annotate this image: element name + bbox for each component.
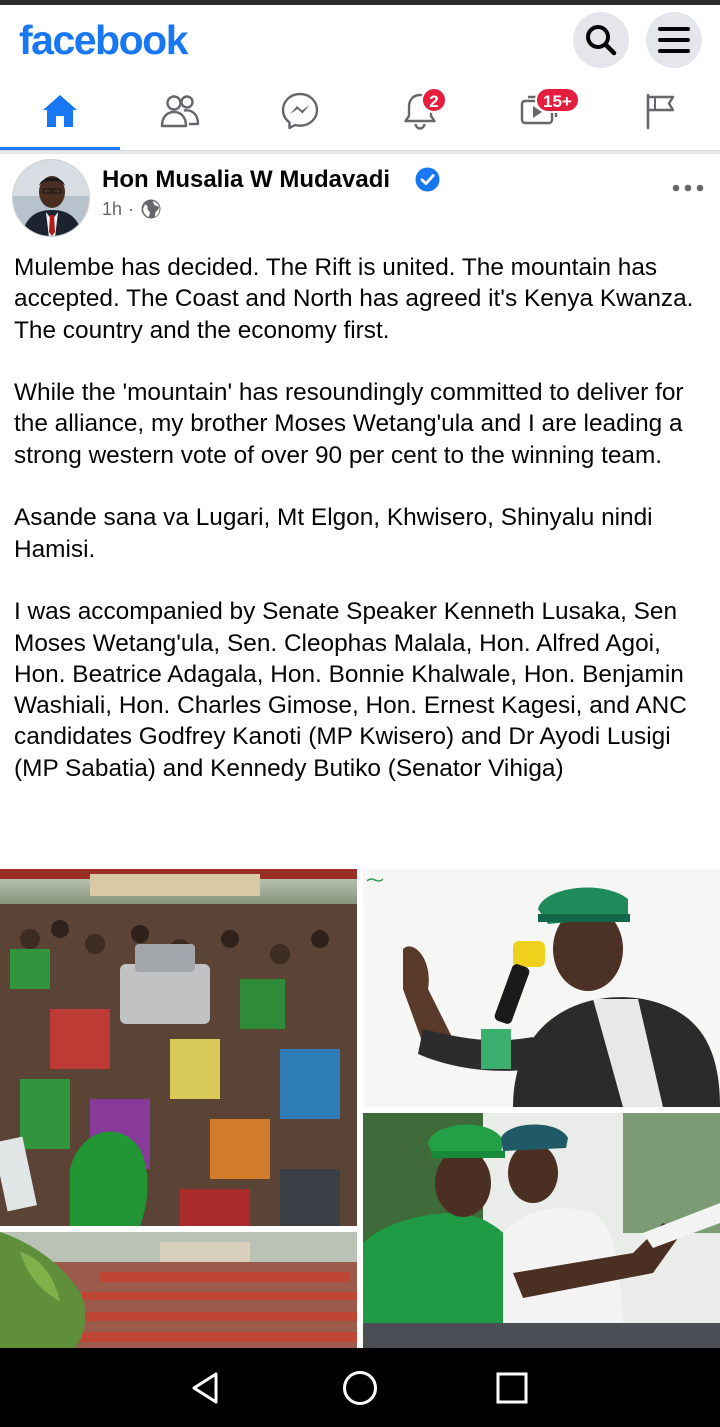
home-icon	[41, 93, 79, 129]
post-time[interactable]: 1h	[102, 198, 123, 219]
flag-icon	[643, 92, 677, 130]
verified-badge-icon	[415, 167, 440, 192]
post-photo-leaders-vehicle[interactable]	[363, 1113, 720, 1353]
notifications-badge: 2	[421, 87, 447, 113]
post-paragraph: Asande sana va Lugari, Mt Elgon, Khwisero, Shinyalu nindi Hamisi.	[14, 504, 653, 563]
post-header	[0, 154, 720, 242]
tab-messenger[interactable]	[240, 73, 360, 149]
post-photo-speaker-mic[interactable]	[363, 869, 720, 1107]
post-paragraph: I was accompanied by Senate Speaker Kenneth Lusaka, Sen Moses Wetang'ula, Sen. Cleophas Malala, Hon. Alfred Agoi, Hon. Beatrice Adagala, Hon. Bonnie Khalwale, Hon. Benjamin Washiali, Hon. Charles Gimose, Hon. Ernest Kagesi, and ANC candidates Godfrey Kanoti (MP Kwisero) and Dr Ayodi Lusigi (MP Sabatia) and Kennedy Butiko (Senator Vihiga)	[14, 598, 687, 782]
avatar[interactable]	[12, 159, 90, 237]
system-recents-button[interactable]	[488, 1364, 536, 1412]
post-paragraph: While the 'mountain' has resoundingly committed to deliver for the alliance, my brother Moses Wetang'ula and I are leading a strong western vote of over 90 per cent to the winning team.	[14, 379, 684, 469]
back-icon	[189, 1371, 223, 1405]
post-options-button[interactable]	[668, 176, 708, 200]
menu-icon	[658, 26, 690, 54]
friends-icon	[160, 94, 200, 128]
post-body	[14, 252, 714, 784]
post-meta	[102, 198, 162, 220]
globe-icon	[140, 198, 162, 220]
messenger-icon	[281, 92, 319, 130]
system-back-button[interactable]	[182, 1364, 230, 1412]
search-button[interactable]	[573, 12, 629, 68]
search-icon	[584, 23, 618, 57]
more-options-icon	[672, 184, 704, 192]
menu-button[interactable]	[646, 12, 702, 68]
facebook-logo[interactable]: facebook	[19, 17, 187, 63]
tab-friends[interactable]	[120, 73, 240, 149]
post-photo-crowd-aerial[interactable]	[0, 1232, 357, 1353]
main-nav	[0, 73, 720, 151]
watch-badge: 15+	[535, 87, 580, 113]
recents-icon	[496, 1372, 528, 1404]
system-home-button[interactable]	[336, 1364, 384, 1412]
meta-separator: ·	[128, 198, 135, 219]
tab-watch[interactable]	[480, 73, 600, 149]
tab-home[interactable]	[0, 73, 120, 149]
tab-pages[interactable]	[600, 73, 720, 149]
post-author[interactable]: Hon Musalia W Mudavadi	[102, 166, 391, 193]
top-bar	[0, 5, 720, 73]
tab-notifications[interactable]	[360, 73, 480, 149]
post-photo-crowd-rally[interactable]	[0, 869, 357, 1226]
home-circle-icon	[342, 1370, 378, 1406]
post-paragraph: Mulembe has decided. The Rift is united. The mountain has accepted. The Coast and North has agreed it's Kenya Kwanza. The country and the economy first.	[14, 254, 694, 344]
system-nav-bar	[0, 1348, 720, 1427]
